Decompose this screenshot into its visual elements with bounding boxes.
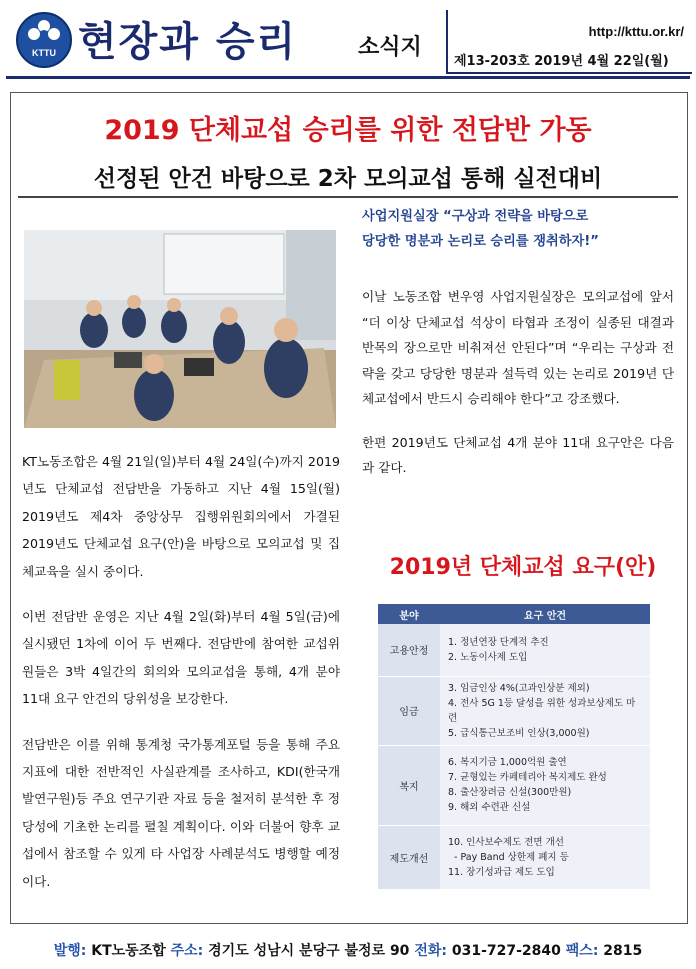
issue-date: 제13-203호 2019년 4월 22일(월) [454, 54, 669, 69]
paragraph: 전담반은 이를 위해 통계청 국가통계포털 등을 통해 주요지표에 대한 전반적인 사실관계를 조사하고, KDI(한국개발연구원)등 주요 연구기관 자료 등을 철저히 분석한 후 정당성에 기초한 논리를 펼칠 계획이다. 이와 더불어 향후 교섭에서 참조할 수 있게 타 사업장 사례분석도 병행할 예정이다. [22, 736, 340, 889]
demand-item: - Pay Band 상한제 폐지 등 [448, 851, 569, 863]
row-category: 고용안정 [378, 624, 440, 676]
kttu-logo [16, 12, 72, 68]
paragraph: KT노동조합은 4월 21일(일)부터 4월 24일(수)까지 2019년도 단체교섭 전담반을 가동하고 지난 4월 15일(월) 2019년도 제4차 중앙상무 집행위원회의에서 가결된 2019년도 단체교섭 요구(안)을 바탕으로 모의교섭 및 집체교육을 실시 중이다. [22, 454, 340, 579]
demand-item: 3. 임금인상 4%(고과인상분 제외) [448, 682, 590, 694]
table-header-category: 분야 [378, 604, 440, 624]
quote-line: 사업지원실장 “구상과 전략을 바탕으로 [362, 209, 589, 224]
masthead [6, 6, 690, 76]
quote-line: 당당한 명분과 논리로 승리를 쟁취하자!” [362, 234, 599, 249]
paragraph: 한편 2019년도 단체교섭 4개 분야 11대 요구안은 다음과 같다. [362, 434, 674, 475]
row-items [440, 825, 650, 889]
masthead-rule [6, 76, 690, 79]
table-header-items: 요구 안건 [440, 604, 650, 624]
paragraph: 이날 노동조합 변우영 사업지원실장은 모의교섭에 앞서 “더 이상 단체교섭 석상이 타협과 조정이 실종된 대결과 반목의 장으로만 비춰져선 안된다”며 “우리는 구상과 전략을 갖고 당당한 명분과 설득력 있는 논리로 2019년 단체교섭에서 반드시 승리해야 한다”고 강조했다. [362, 289, 674, 406]
table-row [378, 825, 650, 889]
row-items [440, 745, 650, 825]
demand-item: 9. 해외 수련관 신설 [448, 802, 531, 813]
demand-item: 1. 정년연장 단계적 추진 [448, 636, 549, 648]
row-category: 임금 [378, 676, 440, 745]
address: 경기도 성남시 분당구 불정로 90 [208, 943, 410, 959]
newsletter-title: 현장과 승리 [78, 18, 298, 65]
demand-item: 5. 급식통근보조비 인상(3,000원) [448, 727, 590, 739]
demand-item: 6. 복지기금 1,000억원 출연 [448, 757, 567, 768]
demand-item: 10. 인사보수제도 전면 개선 [448, 836, 564, 848]
table-row [378, 624, 650, 676]
demands-table [378, 604, 650, 890]
footer [0, 940, 696, 960]
address-label: 주소: [170, 943, 204, 959]
logo-label: KTTU [32, 48, 56, 58]
row-category: 복지 [378, 745, 440, 825]
publisher-label: 발행: [53, 943, 87, 959]
row-category: 제도개선 [378, 825, 440, 889]
table-row [378, 676, 650, 745]
fax-label: 팩스: [565, 943, 599, 959]
quote-heading [362, 204, 684, 254]
demand-item: 4. 전사 5G 1등 달성을 위한 성과보상제도 마련 [448, 697, 636, 724]
right-column [362, 284, 674, 499]
demand-item: 7. 균형있는 카페테리아 복지제도 완성 [448, 772, 607, 783]
phone: 031-727-2840 [451, 943, 561, 959]
subheadline: 선정된 안건 바탕으로 2차 모의교섭 통해 실전대비 [93, 166, 603, 192]
flower-icon [24, 18, 64, 48]
paragraph: 이번 전담반 운영은 지난 4월 2일(화)부터 4월 5일(금)에 실시됐던 1차에 이어 두 번째다. 전담반에 참여한 교섭위원들은 3박 4일간의 회의와 모의교섭을 통해, 4개 분야 11대 요구 안건의 당위성을 보강한다. [22, 609, 340, 707]
demand-item: 8. 출산장려금 신설(300만원) [448, 787, 572, 798]
headline-rule [18, 196, 678, 198]
publisher: KT노동조합 [91, 943, 166, 959]
phone-label: 전화: [414, 943, 447, 959]
left-column [22, 448, 340, 913]
meeting-photo-illustration [24, 230, 336, 428]
fax: 2815 [603, 943, 643, 959]
row-items [440, 624, 650, 676]
website-link[interactable]: http://kttu.or.kr/ [588, 24, 684, 39]
newsletter-subtitle: 소식지 [358, 35, 422, 60]
table-row [378, 745, 650, 825]
headline: 2019 단체교섭 승리를 위한 전담반 가동 [104, 115, 592, 146]
demands-title: 2019년 단체교섭 요구(안) [389, 555, 657, 580]
issue-block [446, 10, 692, 74]
demand-item: 11. 장기성과급 제도 도입 [448, 866, 555, 878]
row-items [440, 676, 650, 745]
demand-item: 2. 노동이사제 도입 [448, 651, 528, 663]
meeting-photo [24, 230, 336, 428]
